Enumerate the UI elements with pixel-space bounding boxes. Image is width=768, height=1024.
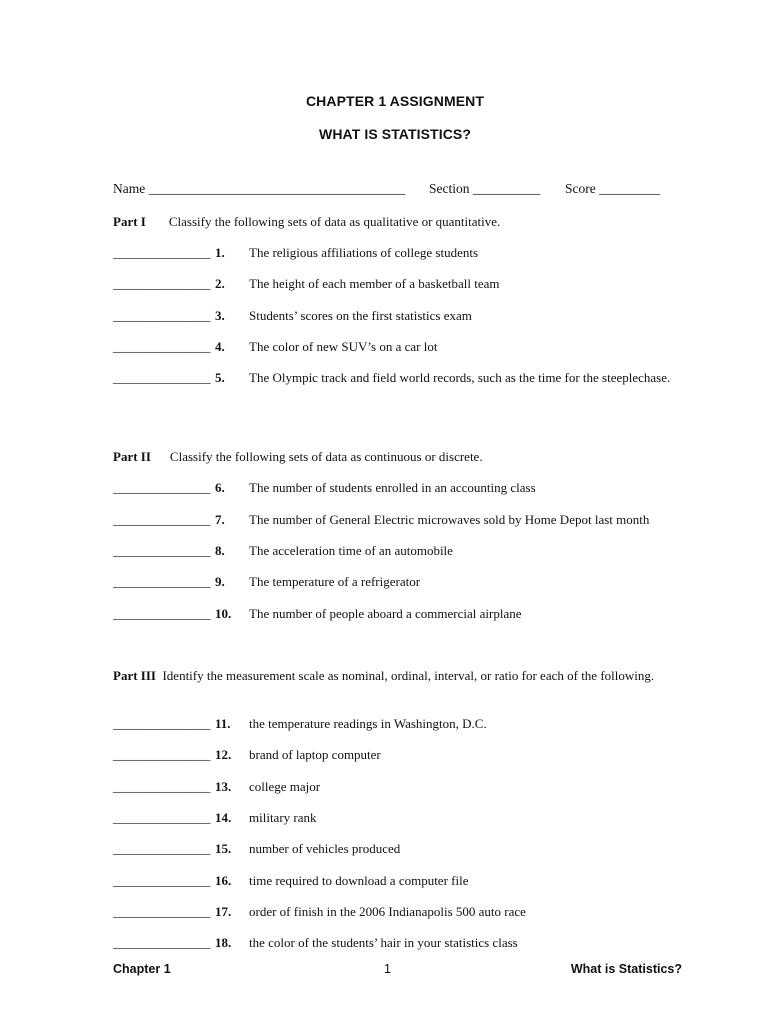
answer-blank: _______________ — [113, 747, 211, 762]
question-number: 16. — [215, 873, 232, 888]
part-2-label: Part II — [113, 449, 151, 464]
question-number: 9. — [215, 574, 225, 589]
question-number: 17. — [215, 904, 232, 919]
question-item — [113, 370, 678, 386]
question-text: The temperature of a refrigerator — [249, 574, 421, 589]
question-item — [113, 245, 678, 261]
question-text: Students’ scores on the first statistics exam — [249, 308, 472, 323]
answer-blank: _______________ — [113, 276, 211, 291]
question-text: The religious affiliations of college students — [249, 245, 479, 260]
answer-blank: _______________ — [113, 904, 211, 919]
answer-blank: _______________ — [113, 606, 211, 621]
question-number: 12. — [215, 747, 232, 762]
answer-blank: _______________ — [113, 716, 211, 731]
question-item — [113, 935, 678, 951]
question-text: The color of new SUV’s on a car lot — [249, 339, 438, 354]
question-item — [113, 339, 678, 355]
question-number: 3. — [215, 308, 225, 323]
answer-blank: _______________ — [113, 779, 211, 794]
answer-blank: _______________ — [113, 339, 211, 354]
question-text: the temperature readings in Washington, D.C. — [249, 716, 487, 731]
question-item — [113, 810, 678, 826]
question-number: 5. — [215, 370, 225, 385]
part-3-label: Part III — [113, 668, 156, 683]
footer-page-number: 1 — [384, 962, 391, 976]
question-text: The acceleration time of an automobile — [249, 543, 453, 558]
answer-blank: _______________ — [113, 873, 211, 888]
question-text: brand of laptop computer — [249, 747, 381, 762]
question-item — [113, 747, 678, 763]
footer-chapter: Chapter 1 — [113, 962, 171, 976]
answer-blank: _______________ — [113, 370, 211, 385]
question-text: The number of General Electric microwaves sold by Home Depot last month — [249, 512, 650, 527]
question-number: 4. — [215, 339, 225, 354]
part-2-heading — [113, 449, 678, 465]
question-text: order of finish in the 2006 Indianapolis 500 auto race — [249, 904, 526, 919]
question-text: the color of the students’ hair in your statistics class — [249, 935, 518, 950]
footer-section-title: What is Statistics? — [570, 962, 682, 976]
question-text: time required to download a computer file — [249, 873, 469, 888]
question-number: 6. — [215, 480, 225, 495]
part-3-heading — [113, 668, 678, 684]
answer-blank: _______________ — [113, 574, 211, 589]
part-2-instruction: Classify the following sets of data as continuous or discrete. — [169, 449, 483, 464]
question-item — [113, 480, 678, 496]
question-item — [113, 606, 678, 622]
answer-blank: _______________ — [113, 308, 211, 323]
answer-blank: _______________ — [113, 245, 211, 260]
question-item — [113, 512, 678, 528]
question-item — [113, 841, 678, 857]
question-text: The Olympic track and field world records, such as the time for the steeplechase. — [249, 370, 671, 385]
answer-blank: _______________ — [113, 512, 211, 527]
part-1-instruction: Classify the following sets of data as qualitative or quantitative. — [168, 214, 501, 229]
question-item — [113, 308, 678, 324]
question-number: 1. — [215, 245, 225, 260]
question-number: 8. — [215, 543, 225, 558]
question-text: number of vehicles produced — [249, 841, 401, 856]
question-item — [113, 716, 678, 732]
question-item — [113, 543, 678, 559]
question-item — [113, 873, 678, 889]
section-field: Section __________ — [429, 181, 541, 196]
question-number: 2. — [215, 276, 225, 291]
answer-blank: _______________ — [113, 810, 211, 825]
question-text: The number of people aboard a commercial airplane — [249, 606, 522, 621]
part-3-instruction: Identify the measurement scale as nominal, ordinal, interval, or ratio for each of the following. — [162, 668, 655, 683]
question-text: college major — [249, 779, 321, 794]
page-subtitle: WHAT IS STATISTICS? — [319, 126, 471, 142]
question-item — [113, 574, 678, 590]
name-field: Name ______________________________________ — [113, 181, 406, 196]
answer-blank: _______________ — [113, 543, 211, 558]
question-text: The number of students enrolled in an accounting class — [249, 480, 536, 495]
question-number: 18. — [215, 935, 232, 950]
question-item — [113, 276, 678, 292]
answer-blank: _______________ — [113, 480, 211, 495]
question-text: military rank — [249, 810, 317, 825]
question-item — [113, 779, 678, 795]
score-field: Score _________ — [565, 181, 660, 196]
question-number: 7. — [215, 512, 225, 527]
page-title: CHAPTER 1 ASSIGNMENT — [305, 93, 485, 109]
answer-blank: _______________ — [113, 935, 211, 950]
question-number: 15. — [215, 841, 232, 856]
question-item — [113, 904, 678, 920]
question-text: The height of each member of a basketball team — [249, 276, 500, 291]
answer-blank: _______________ — [113, 841, 211, 856]
question-number: 14. — [215, 810, 232, 825]
part-1-label: Part I — [113, 214, 146, 229]
question-number: 10. — [215, 606, 232, 621]
question-number: 11. — [215, 716, 231, 731]
question-number: 13. — [215, 779, 232, 794]
part-1-heading — [113, 214, 678, 230]
